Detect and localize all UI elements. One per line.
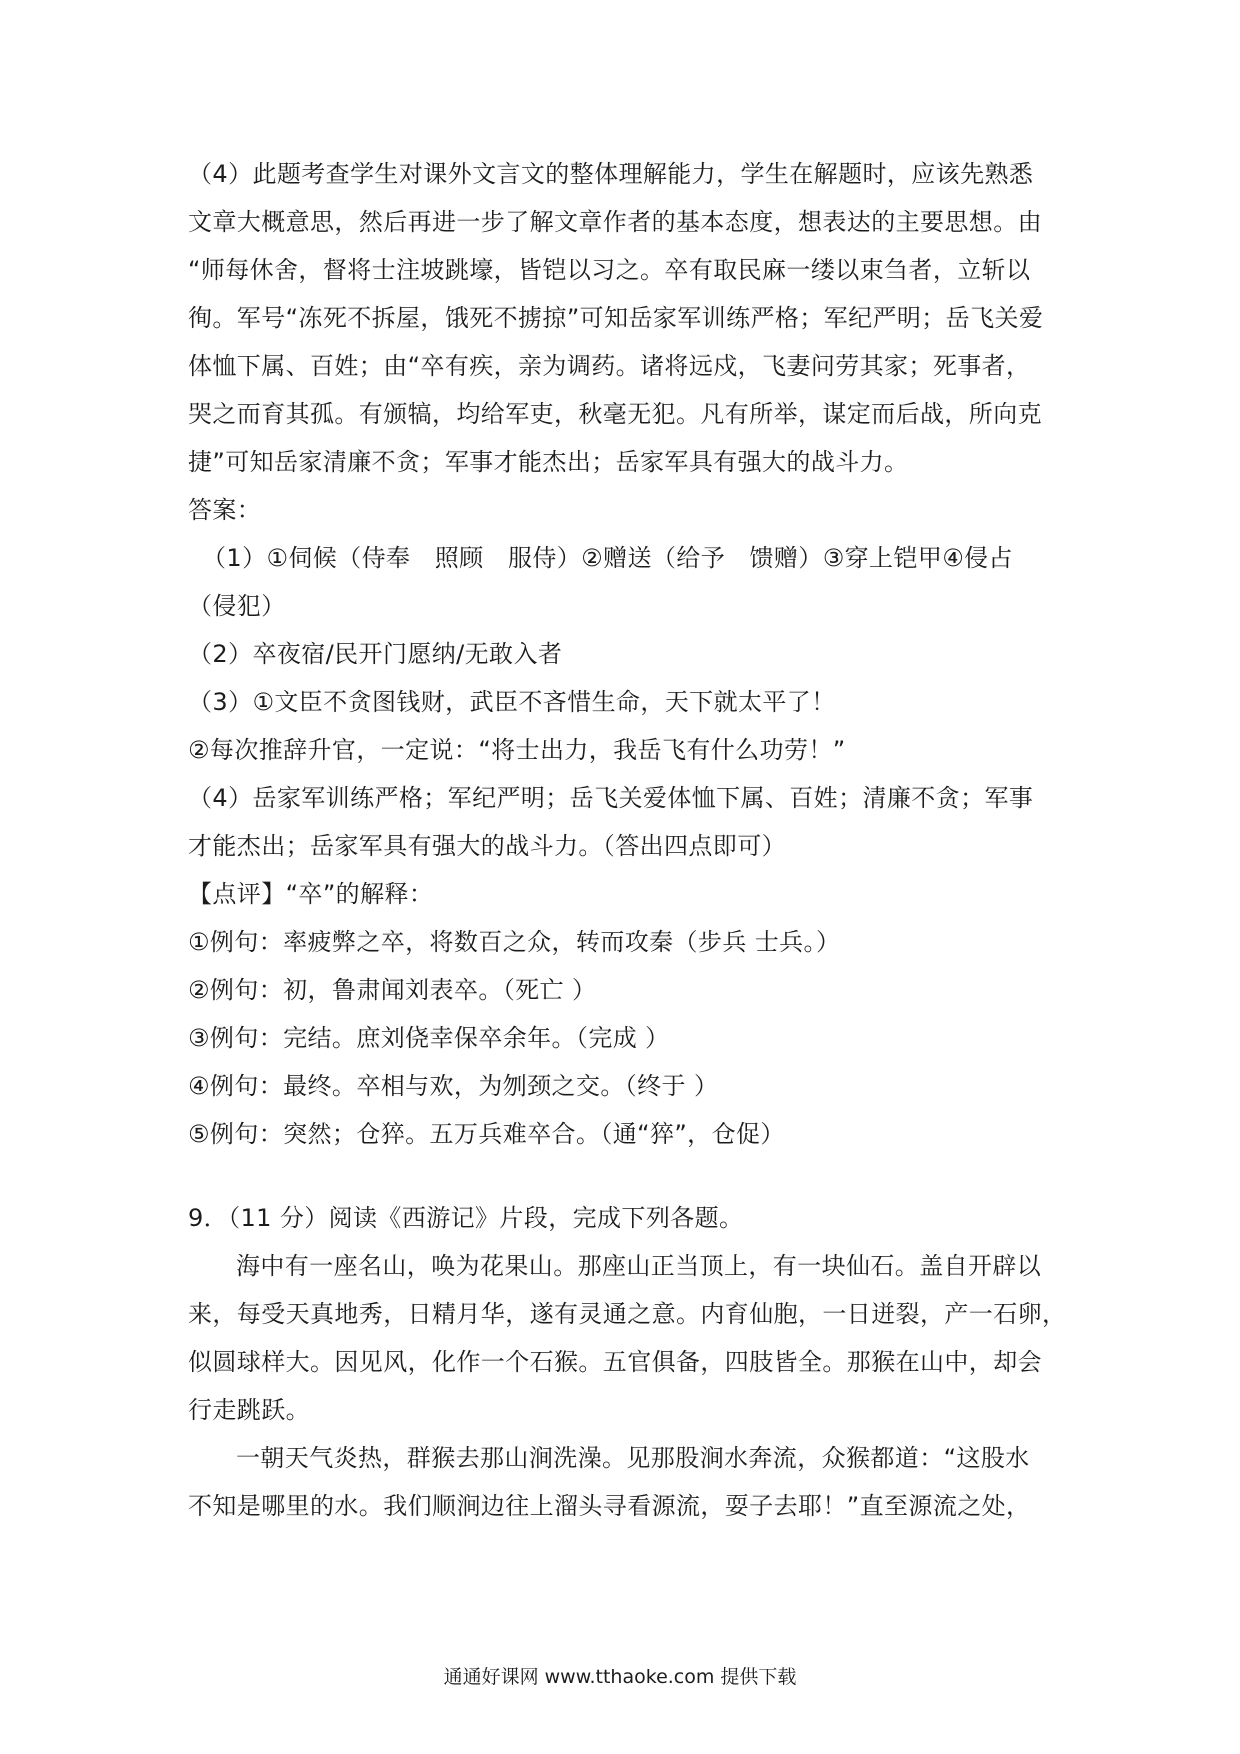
passage-line: 一朝天气炎热，群猴去那山涧洗澡。见那股涧水奔流，众猴都道：“这股水 [236, 1444, 1030, 1472]
answer-line: （2）卒夜宿/民开门愿纳/无敢入者 [188, 640, 563, 668]
example-line: ⑤例句：突然；仓猝。五万兵难卒合。（通“猝”，仓促） [188, 1120, 785, 1148]
answer-line: （1）①伺候（侍奉 照顾 服侍）②赠送（给予 馈赠）③穿上铠甲④侵占 [202, 544, 1013, 572]
answer-line: （3）①文臣不贪图钱财，武臣不吝惜生命，天下就太平了！ [188, 688, 836, 716]
answer-line: （侵犯） [188, 592, 286, 620]
example-line: ④例句：最终。卒相与欢，为刎颈之交。（终于 ） [188, 1072, 719, 1100]
example-line: ③例句：完结。庶刘侥幸保卒余年。（完成 ） [188, 1024, 670, 1052]
passage-line: 似圆球样大。因见风，化作一个石猴。五官俱备，四肢皆全。那猴在山中，却会 [188, 1348, 1042, 1376]
text-line: “师每休舍，督将士注坡跳壕，皆铠以习之。卒有取民麻一缕以束刍者，立斩以 [188, 256, 1031, 284]
page-footer: 通通好课网 www.tthaoke.com 提供下载 [443, 1666, 797, 1688]
answer-line: （4）岳家军训练严格；军纪严明；岳飞关爱体恤下属、百姓；清廉不贪；军事 [188, 784, 1034, 812]
section-gap [188, 1158, 1068, 1194]
document-body [188, 150, 1068, 1530]
passage-line: 来，每受天真地秀，日精月华，遂有灵通之意。内育仙胞，一日迸裂，产一石卵， [188, 1300, 1067, 1328]
passage-line: 行走跳跃。 [188, 1396, 310, 1424]
question-heading: 9．（11 分）阅读《西游记》片段，完成下列各题。 [188, 1204, 744, 1232]
example-line: ①例句：率疲弊之卒，将数百之众，转而攻秦（步兵 士兵。） [188, 928, 841, 956]
passage-line: 海中有一座名山，唤为花果山。那座山正当顶上，有一块仙石。盖自开辟以 [236, 1252, 1042, 1280]
comment-heading: 【点评】“卒”的解释： [188, 880, 434, 908]
text-line: 体恤下属、百姓；由“卒有疾，亲为调药。诸将远戍，飞妻问劳其家；死事者， [188, 352, 1031, 380]
text-line: 捷”可知岳家清廉不贪；军事才能杰出；岳家军具有强大的战斗力。 [188, 448, 909, 476]
answers-block [188, 534, 1068, 870]
answer-line: ②每次推辞升官，一定说：“将士出力，我岳飞有什么功劳！” [188, 736, 846, 764]
comment-block [188, 870, 1068, 1158]
answer-line: 才能杰出；岳家军具有强大的战斗力。（答出四点即可） [188, 832, 786, 860]
text-line: 哭之而育其孤。有颁犒，均给军吏，秋毫无犯。凡有所举，谋定而后战，所向克 [188, 400, 1042, 428]
example-line: ②例句：初，鲁肃闻刘表卒。（死亡 ） [188, 976, 597, 1004]
text-line: （4）此题考查学生对课外文言文的整体理解能力，学生在解题时，应该先熟悉 [188, 160, 1034, 188]
passage-line: 不知是哪里的水。我们顺涧边往上溜头寻看源流，耍子去耶！”直至源流之处， [188, 1492, 1031, 1520]
passage-paragraph-2 [188, 1434, 1068, 1530]
text-line: 徇。军号“冻死不拆屋，饿死不掳掠”可知岳家军训练严格；军纪严明；岳飞关爱 [188, 304, 1044, 332]
analysis-paragraph-4 [188, 150, 1068, 486]
answer-label: 答案： [188, 496, 262, 524]
question-9 [188, 1194, 1068, 1530]
text-line: 文章大概意思，然后再进一步了解文章作者的基本态度，想表达的主要思想。由 [188, 208, 1042, 236]
passage-paragraph-1 [188, 1242, 1068, 1434]
